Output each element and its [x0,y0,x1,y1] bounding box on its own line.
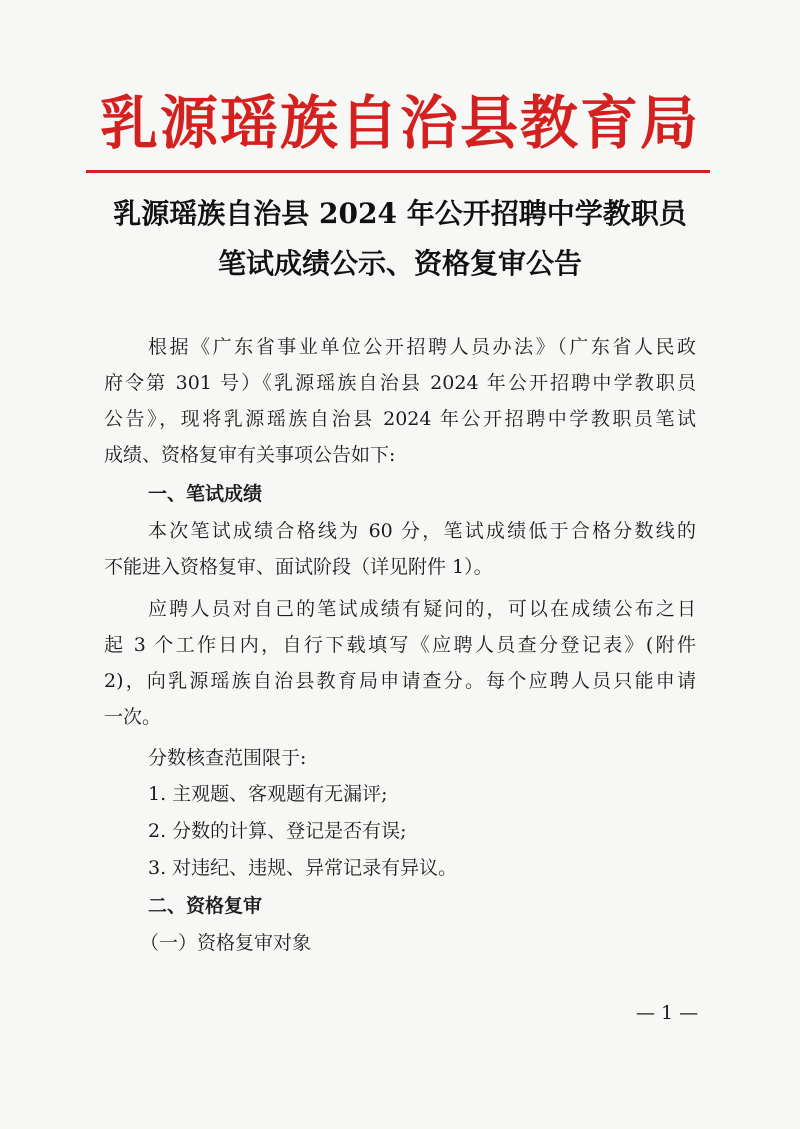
scope-item: 1. 主观题、客观题有无漏评; [148,783,388,805]
subsection-heading: （一）资格复审对象 [140,932,312,954]
paragraph-line: 起 3 个工作日内，自行下载填写《应聘人员查分登记表》(附件 [104,634,696,656]
page-number: — 1 — [636,1002,699,1024]
paragraph-line: 本次笔试成绩合格线为 60 分，笔试成绩低于合格分数线的 [148,520,696,542]
paragraph-line: 不能进入资格复审、面试阶段（详见附件 1）。 [104,556,493,578]
paragraph-line: 公告》，现将乳源瑶族自治县 2024 年公开招聘中学教职员笔试 [104,408,696,430]
scope-intro: 分数核查范围限于: [148,747,307,769]
paragraph-line: 一次。 [104,706,162,728]
issuer-masthead: 乳源瑶族自治县教育局 [99,89,700,157]
document-title-line-1: 乳源瑶族自治县 2024 年公开招聘中学教职员 [113,197,687,230]
paragraph-line: 成绩、资格复审有关事项公告如下: [104,444,396,466]
section-heading: 二、资格复审 [148,895,263,917]
scope-item: 2. 分数的计算、登记是否有误; [148,820,407,842]
paragraph-line: 2)，向乳源瑶族自治县教育局申请查分。每个应聘人员只能申请 [104,670,696,692]
paragraph-line: 根据《广东省事业单位公开招聘人员办法》（广东省人民政 [148,336,696,358]
section-heading: 一、笔试成绩 [148,483,263,505]
paragraph-line: 府令第 301 号）《乳源瑶族自治县 2024 年公开招聘中学教职员 [104,372,696,394]
paragraph-line: 应聘人员对自己的笔试成绩有疑问的，可以在成绩公布之日 [148,598,696,620]
document-title-line-2: 笔试成绩公示、资格复审公告 [217,247,582,280]
scope-item: 3. 对违纪、违规、异常记录有异议。 [148,857,458,879]
masthead-red-rule [86,170,710,173]
